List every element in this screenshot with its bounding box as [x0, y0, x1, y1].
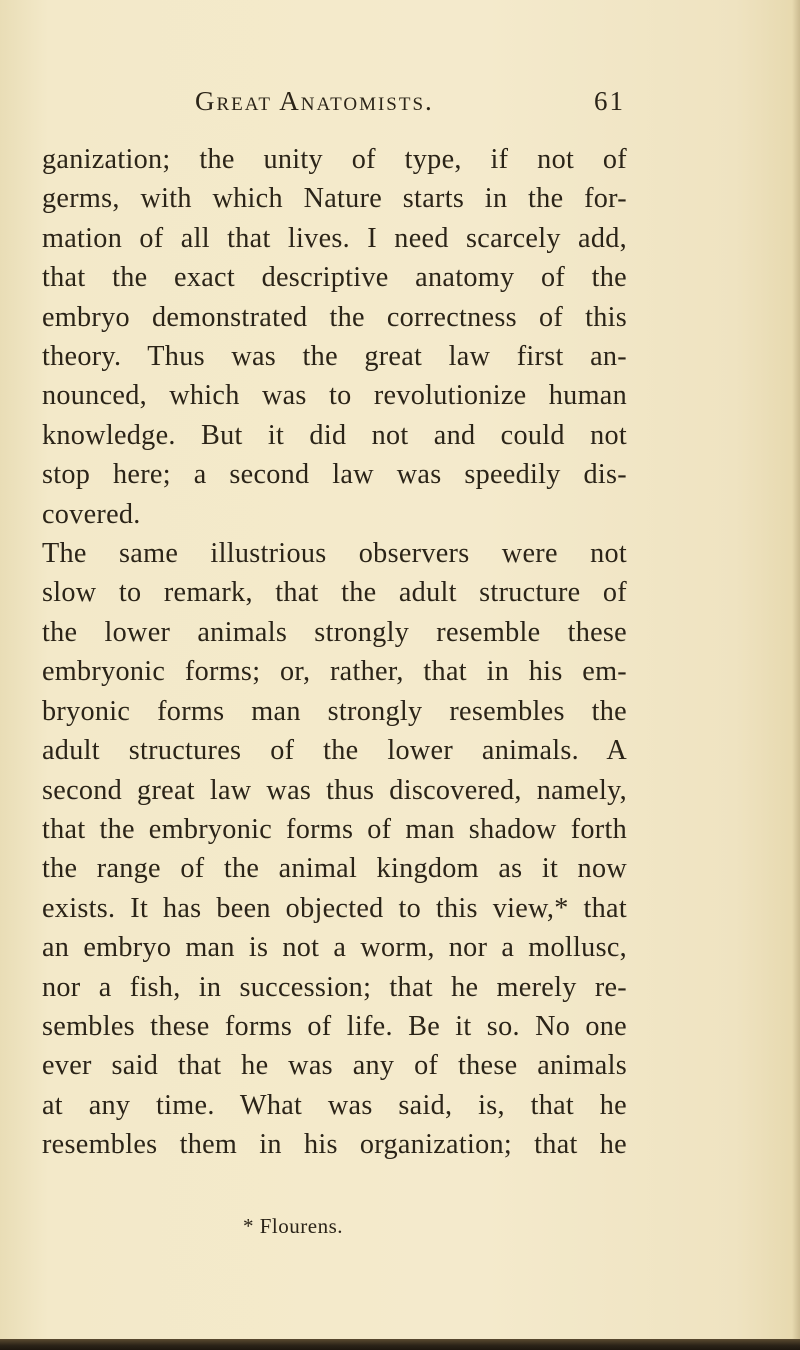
running-head: Great Anatomists. — [195, 86, 434, 116]
text-line: adult structures of the lower animals. A — [42, 735, 627, 767]
text-line: resembles them in his organization; that he — [42, 1129, 627, 1161]
text-line: stop here; a second law was speedily dis- — [42, 459, 627, 491]
page-bottom-edge — [0, 1339, 800, 1350]
text-line: second great law was thus discovered, namely, — [42, 774, 627, 806]
text-line: exists. It has been objected to this view,* that — [42, 892, 627, 924]
text-line: covered. — [42, 498, 141, 530]
text-line: the range of the animal kingdom as it now — [42, 853, 627, 885]
page-header — [195, 86, 625, 126]
text-line: bryonic forms man strongly resembles the — [42, 695, 627, 727]
text-line: slow to remark, that the adult structure of — [42, 577, 627, 609]
text-line: ganization; the unity of type, if not of — [42, 144, 627, 175]
text-line: nounced, which was to revolutionize human — [42, 380, 627, 412]
page-edge-shadow — [792, 0, 800, 1350]
page-number: 61 — [594, 86, 625, 116]
text-line: embryo demonstrated the correctness of this — [42, 301, 627, 333]
text-line: an embryo man is not a worm, nor a mollusc, — [42, 932, 627, 964]
text-line: ever said that he was any of these animals — [42, 1050, 627, 1082]
text-line: theory. Thus was the great law first an- — [42, 341, 627, 373]
text-line: knowledge. But it did not and could not — [42, 419, 627, 451]
text-line: nor a fish, in succession; that he merely re- — [42, 971, 627, 1003]
body-text — [42, 140, 627, 1165]
text-line: The same illustrious observers were not — [42, 538, 627, 570]
text-line: that the exact descriptive anatomy of the — [42, 262, 627, 294]
text-line: mation of all that lives. I need scarcely add, — [42, 222, 627, 254]
text-line: embryonic forms; or, rather, that in his em- — [42, 656, 627, 688]
footnote: * Flourens. — [243, 1214, 343, 1238]
text-line: germs, with which Nature starts in the for- — [42, 183, 627, 215]
text-line: that the embryonic forms of man shadow forth — [42, 813, 627, 845]
text-line: the lower animals strongly resemble these — [42, 616, 627, 648]
text-line: sembles these forms of life. Be it so. No one — [42, 1010, 627, 1042]
text-line: at any time. What was said, is, that he — [42, 1089, 627, 1121]
